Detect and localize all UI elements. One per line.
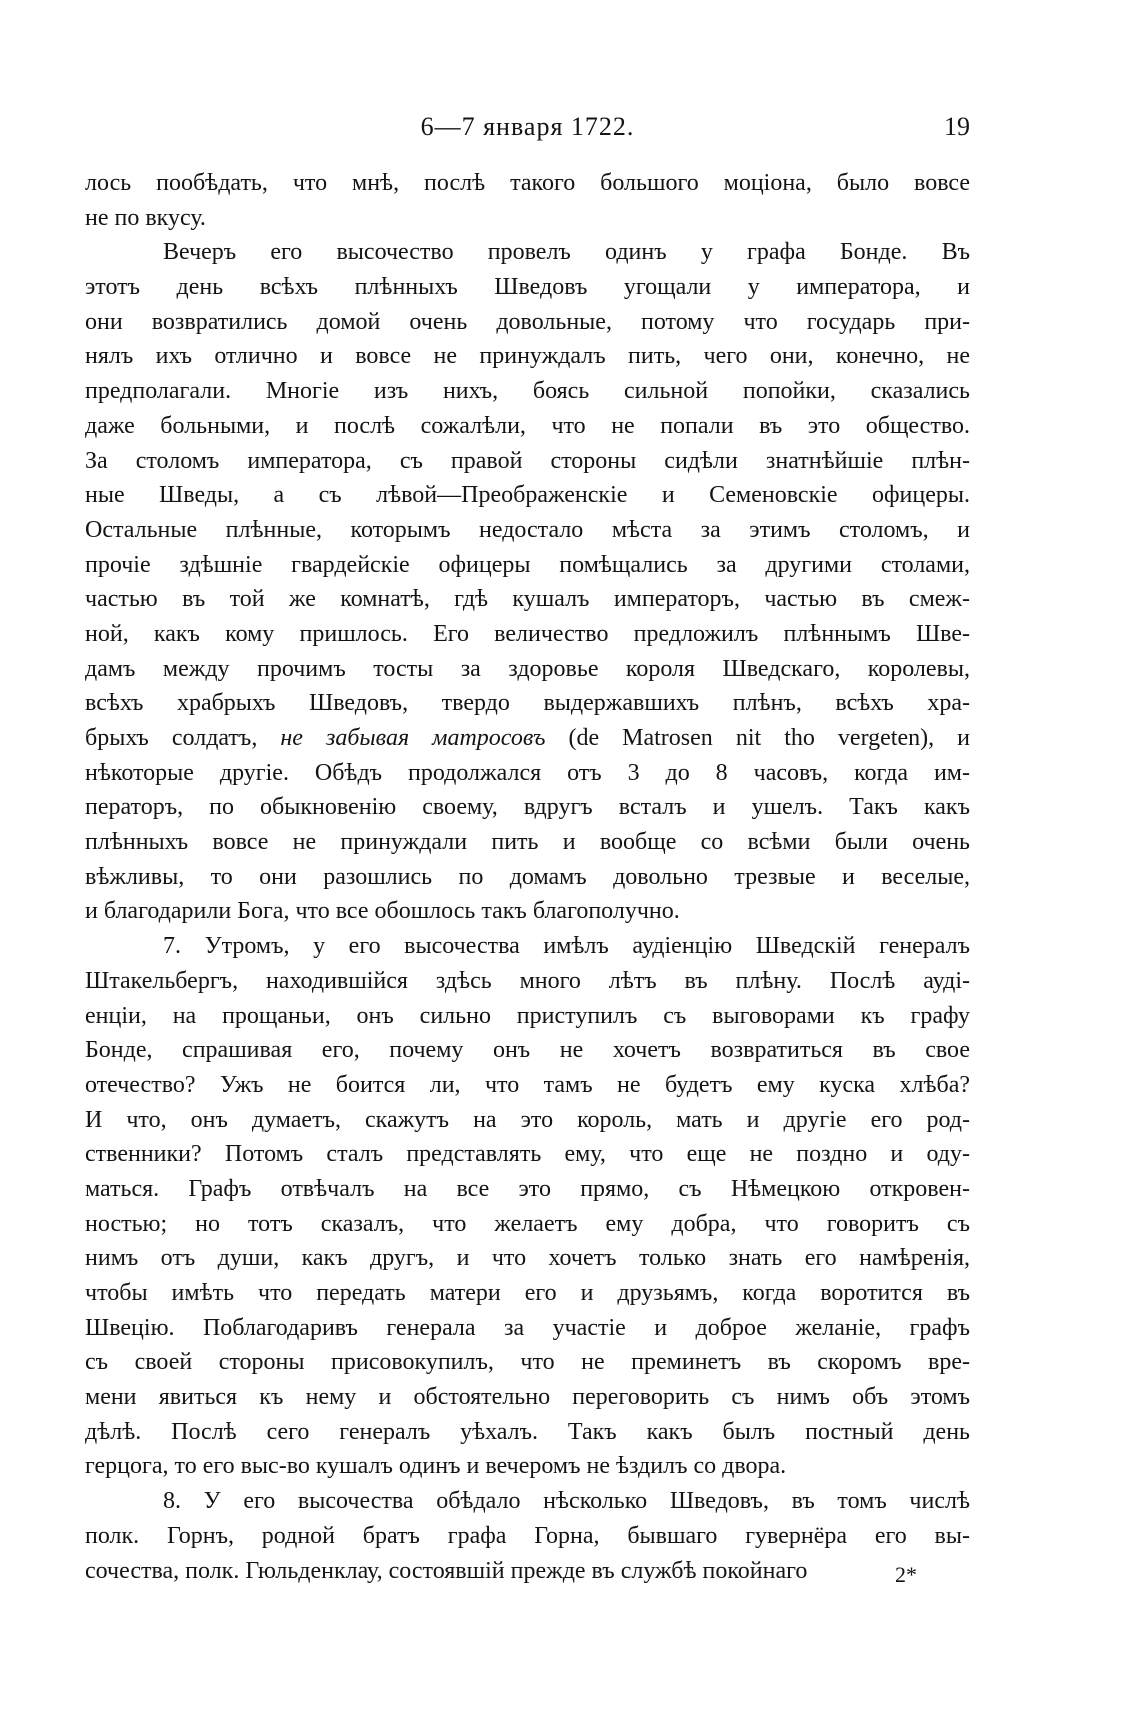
text-line: герцога, то его выс-во кушалъ одинъ и вечеромъ не ѣздилъ со двора. [85,1453,787,1480]
text-line: ной, какъ кому пришлось. Его величество предложилъ плѣннымъ Шве- [85,620,970,647]
text-line: ные Шведы, а съ лѣвой—Преображенскiе и Семеновскiе офицеры. [85,482,970,509]
text-line: и благодарили Бога, что все обошлось такъ благополучно. [85,898,680,925]
text-line: ностью; но тотъ сказалъ, что желаетъ ему добра, что говоритъ съ [85,1210,970,1237]
text-line: нимъ отъ души, какъ другъ, и что хочетъ только знать его намѣренiя, [85,1245,970,1272]
text-line: И что, онъ думаетъ, скажутъ на это король, мать и другiе его род- [85,1106,970,1133]
text-line: даже больными, и послѣ сожалѣли, что не попали въ это общество. [85,412,970,439]
text-line: 7. Утромъ, у его высочества имѣлъ аудiенцiю Шведскiй генералъ [163,933,970,960]
text-line: 8. У его высочества обѣдало нѣсколько Шведовъ, въ томъ числѣ [163,1488,970,1515]
body-text [85,166,970,1588]
text-line: нялъ ихъ отлично и вовсе не принуждалъ пить, чего они, конечно, не [85,343,970,370]
text-line: не по вкусу. [85,204,206,231]
text-line: мени явиться къ нему и обстоятельно переговорить съ нимъ объ этомъ [85,1384,970,1411]
text-line: лось пообѣдать, что мнѣ, послѣ такого большого моцiона, было вовсе [85,170,970,196]
text-line: Вечеръ его высочество провелъ одинъ у графа Бонде. Въ [163,239,970,266]
text-line: маться. Графъ отвѣчалъ на все это прямо, съ Нѣмецкою откровен- [85,1175,970,1202]
text-line: ператоръ, по обыкновенiю своему, вдругъ всталъ и ушелъ. Такъ какъ [85,794,970,821]
signature-mark: 2* [895,1562,917,1587]
running-title: 6—7 января 1722. [420,112,635,141]
text-line: дѣлѣ. Послѣ сего генералъ уѣхалъ. Такъ какъ былъ постный день [85,1418,970,1445]
text-line: этотъ день всѣхъ плѣнныхъ Шведовъ угощали у императора, и [85,274,970,301]
text-line: Штакельбергъ, находившiйся здѣсь много лѣтъ въ плѣну. Послѣ аудi- [85,967,970,994]
text-line: они возвратились домой очень довольные, потому что государь при- [85,308,970,335]
text-line: отечество? Ужъ не боится ли, что тамъ не будетъ ему куска хлѣба? [85,1071,970,1098]
text-line: енцiи, на прощаньи, онъ сильно приступилъ съ выговорами къ графу [85,1002,970,1029]
page-number: 19 [944,112,970,141]
text-line: всѣхъ храбрыхъ Шведовъ, твердо выдержавшихъ плѣнъ, всѣхъ хра- [85,690,970,717]
text-line: Швецiю. Поблагодаривъ генерала за участiе и доброе желанiе, графъ [85,1314,970,1341]
italic-phrase: не забывая матросовъ [280,725,546,751]
text-line: плѣнныхъ вовсе не принуждали пить и вообще со всѣми были очень [85,829,970,856]
text-line: брыхъ солдатъ, не забывая матросовъ (de Matrosen nit tho vergeten), и [85,725,970,751]
text-line: съ своей стороны присовокупилъ, что не преминетъ въ скоромъ вре- [85,1349,970,1376]
text-line: За столомъ императора, съ правой стороны сидѣли знатнѣйшiе плѣн- [85,447,970,474]
text-line: ственники? Потомъ сталъ представлять ему, что еще не поздно и оду- [85,1141,970,1168]
text-line: частью въ той же комнатѣ, гдѣ кушалъ императоръ, частью въ смеж- [85,586,970,613]
page-header [85,112,970,152]
text-line: нѣкоторые другiе. Обѣдъ продолжался отъ 3 до 8 часовъ, когда им- [85,759,970,786]
text-line: полк. Горнъ, родной братъ графа Горна, бывшаго гувернёра его вы- [85,1522,970,1549]
text-line: дамъ между прочимъ тосты за здоровье короля Шведскаго, королевы, [85,655,970,682]
text-line: Остальные плѣнные, которымъ недостало мѣста за этимъ столомъ, и [85,516,970,543]
text-line: Бонде, спрашивая его, почему онъ не хочетъ возвратиться въ свое [85,1037,970,1064]
text-line: сочества, полк. Гюльденклау, состоявшiй прежде въ службѣ покойнаго [85,1557,808,1584]
text-line: предполагали. Многiе изъ нихъ, боясь сильной попойки, сказались [85,378,970,405]
text-line: чтобы имѣть что передать матери его и друзьямъ, когда воротится въ [85,1280,970,1306]
text-line: прочiе здѣшнiе гвардейскiе офицеры помѣщались за другими столами, [85,551,970,578]
text-line: вѣжливы, то они разошлись по домамъ довольно трезвые и веселые, [85,863,970,890]
